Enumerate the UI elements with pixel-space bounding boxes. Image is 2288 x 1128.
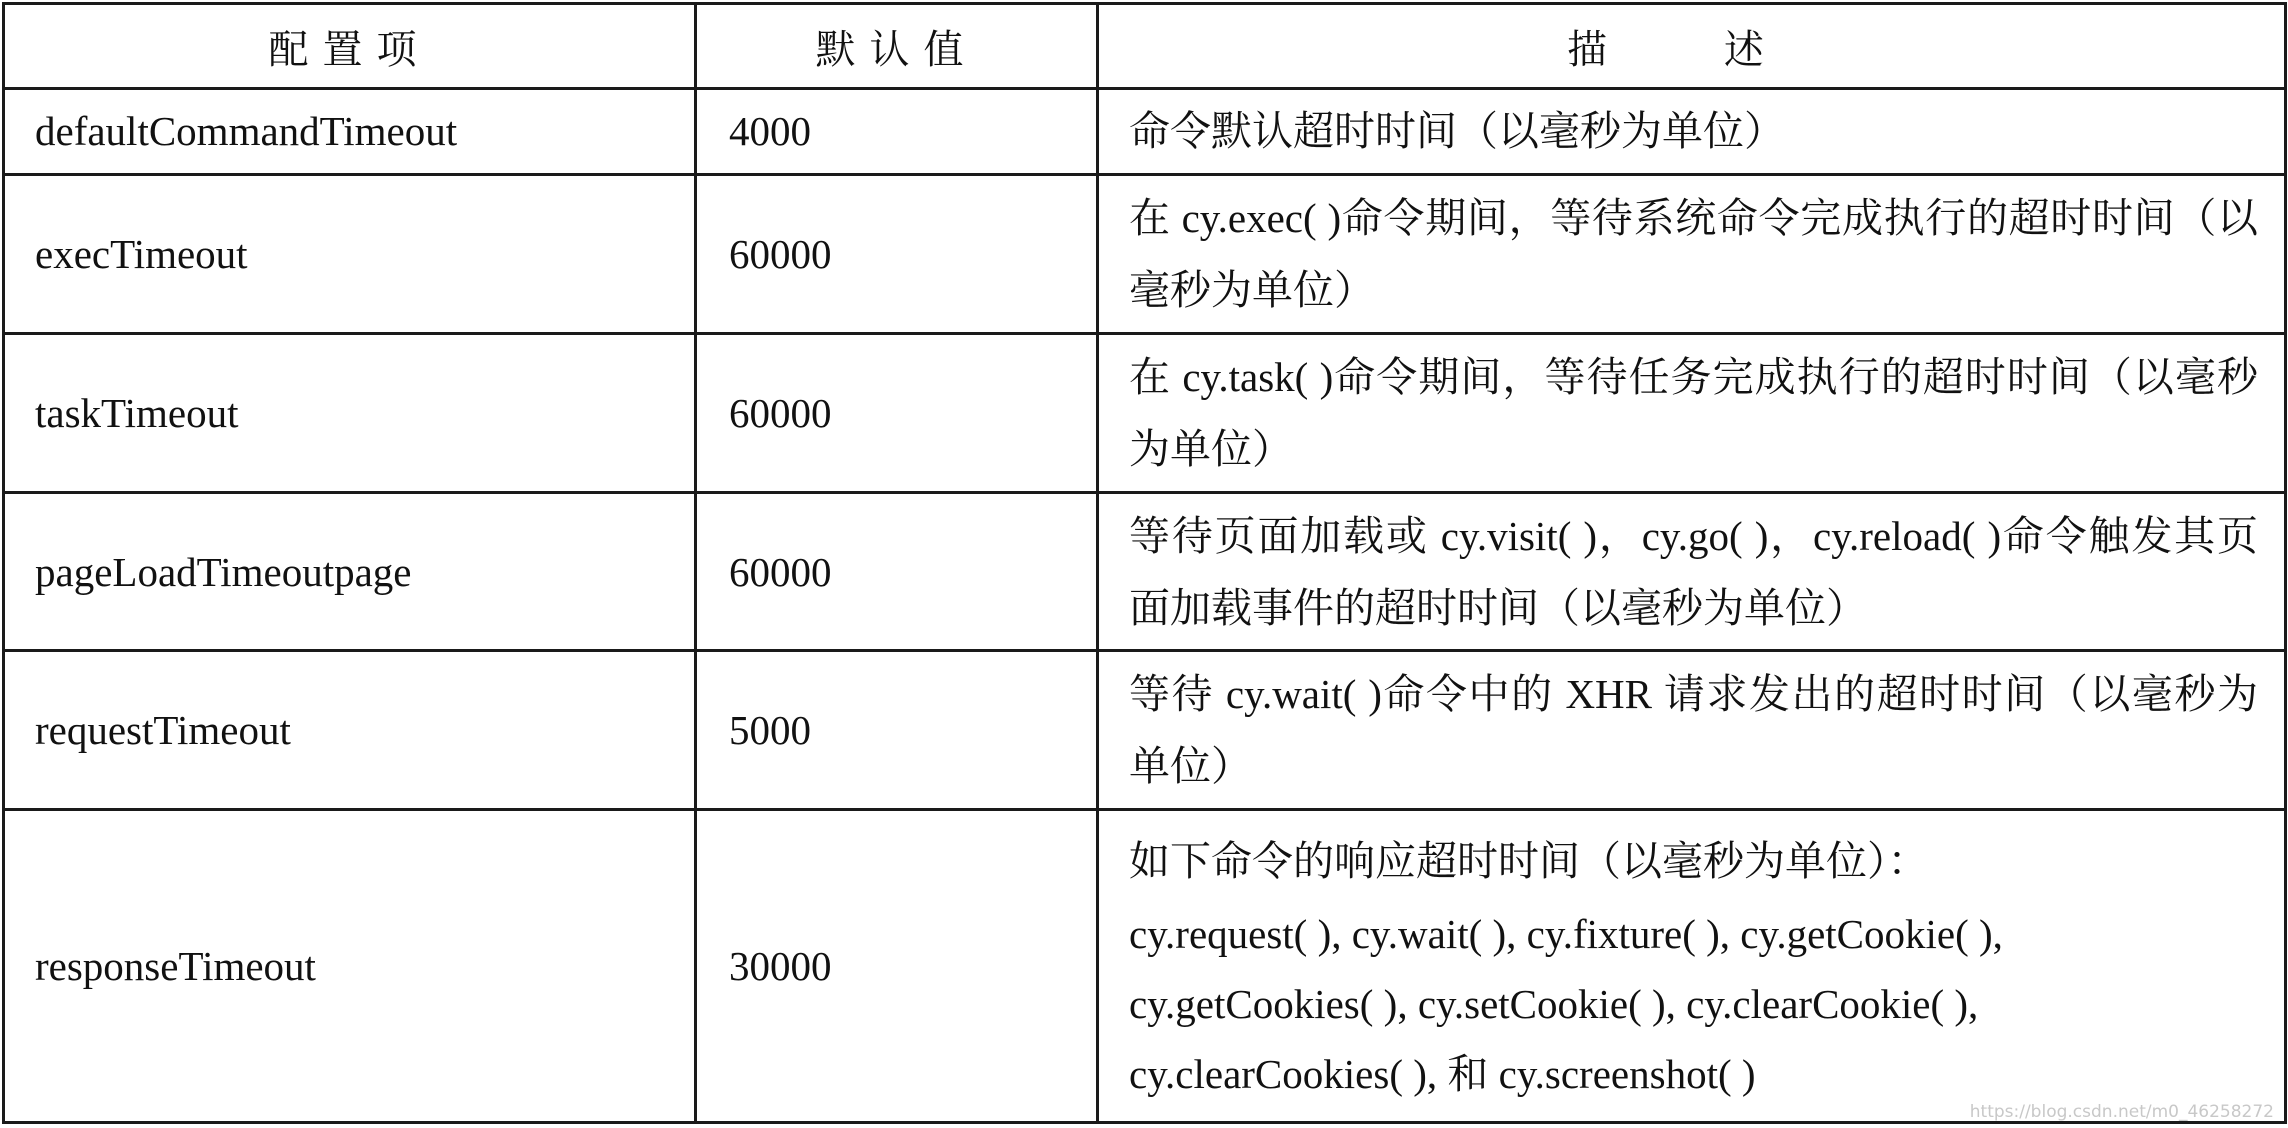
description-intro: 如下命令的响应超时时间（以毫秒为单位）：	[1129, 838, 1929, 885]
column-header-description: 描 述	[1098, 4, 2286, 89]
description-command-line: cy.clearCookies( ), 和 cy.screenshot( )	[1129, 1051, 1756, 1098]
description-cell: 在 cy.task( )命令期间，等待任务完成执行的超时时间（以毫秒为单位）	[1098, 333, 2286, 492]
description-cell	[1098, 810, 2286, 1123]
config-name-cell: pageLoadTimeoutpage	[4, 492, 696, 651]
description-cell: 等待 cy.wait( )命令中的 XHR 请求发出的超时时间（以毫秒为单位）	[1098, 651, 2286, 810]
table-row	[4, 651, 2286, 810]
config-name-cell: requestTimeout	[4, 651, 696, 810]
default-value-cell: 60000	[696, 492, 1098, 651]
description-command-line: cy.getCookies( ), cy.setCookie( ), cy.clearCookie( ),	[1129, 981, 1979, 1028]
table-row	[4, 333, 2286, 492]
table-row	[4, 89, 2286, 175]
description-cell: 等待页面加载或 cy.visit( )，cy.go( )，cy.reload( )命令触发其页面加载事件的超时时间（以毫秒为单位）	[1098, 492, 2286, 651]
config-name-cell: taskTimeout	[4, 333, 696, 492]
default-value-cell: 5000	[696, 651, 1098, 810]
default-value-cell: 4000	[696, 89, 1098, 175]
table-row	[4, 492, 2286, 651]
column-header-config-item: 配置项	[4, 4, 696, 89]
column-header-default-value: 默认值	[696, 4, 1098, 89]
config-name-cell: responseTimeout	[4, 810, 696, 1123]
config-table	[2, 2, 2287, 1124]
description-cell: 在 cy.exec( )命令期间，等待系统命令完成执行的超时时间（以毫秒为单位）	[1098, 174, 2286, 333]
description-cell: 命令默认超时时间（以毫秒为单位）	[1098, 89, 2286, 175]
watermark-text: https://blog.csdn.net/m0_46258272	[1969, 1102, 2274, 1122]
default-value-cell: 60000	[696, 333, 1098, 492]
table-row	[4, 810, 2286, 1123]
config-name-cell: defaultCommandTimeout	[4, 89, 696, 175]
default-value-cell: 30000	[696, 810, 1098, 1123]
table-header-row	[4, 4, 2286, 89]
description-command-line: cy.request( ), cy.wait( ), cy.fixture( ), cy.getCookie( ),	[1129, 911, 2003, 958]
default-value-cell: 60000	[696, 174, 1098, 333]
table-row	[4, 174, 2286, 333]
config-name-cell: execTimeout	[4, 174, 696, 333]
